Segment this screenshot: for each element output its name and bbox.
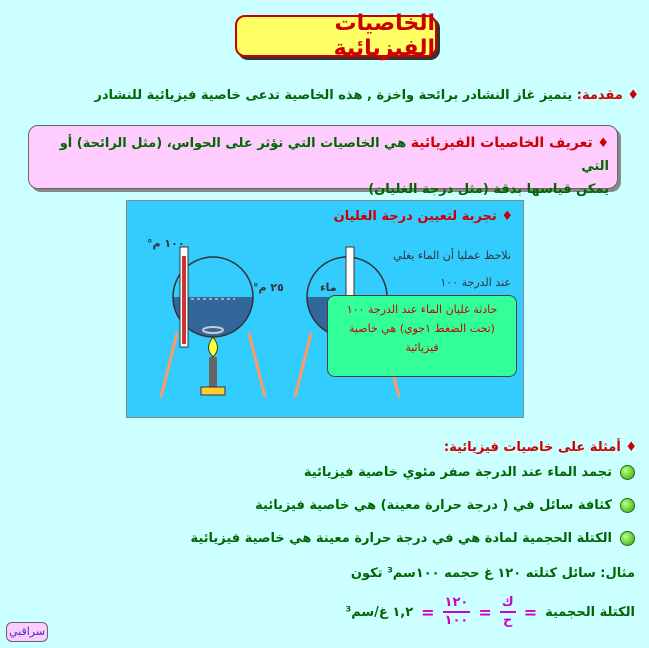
intro-label: مقدمة: xyxy=(576,88,623,103)
definition-text-2: يمكن قياسها بدقة (مثل درجة الغليان) xyxy=(368,182,609,197)
example-line: مثال: سائل كتلته ١٢٠ غ حجمه ١٠٠سم³ تكون xyxy=(350,566,635,581)
bullet-icon: ♦ xyxy=(501,209,513,224)
density-formula xyxy=(345,592,635,632)
intro-text: يتميز غاز النشادر برائحة واخزة , هذه الخاصية تدعى خاصية فيزيائية للنشادر xyxy=(94,88,573,103)
list-item: الكتلة الحجمية لمادة هي في درجة حرارة معينة هي خاصية فيزيائية xyxy=(190,531,635,546)
examples-title: ♦ أمثلة على خاصيات فيزيائية: xyxy=(443,440,637,455)
list-item: كثافة سائل في ( درجة حرارة معينة) هي خاصية فيزيائية xyxy=(255,498,635,513)
formula-label: الكتلة الحجمية xyxy=(545,604,635,620)
experiment-note-1: نلاحظ عمليا أن الماء يغلي xyxy=(393,249,511,262)
list-item: تجمد الماء عند الدرجة صفر مئوي خاصية فيزيائية xyxy=(304,465,635,480)
definition-box xyxy=(28,125,618,197)
bullet-icon: ♦ xyxy=(625,440,637,455)
temp-hot-label: ١٠٠ م° xyxy=(147,237,185,250)
equals-sign: = xyxy=(523,602,538,622)
bullet-dot-icon xyxy=(620,465,635,480)
equals-sign: = xyxy=(478,602,492,622)
bullet-icon: ♦ xyxy=(627,88,639,103)
water-label: ماء xyxy=(320,281,337,294)
definition-label: تعريف الخاصيات الفيزيائية xyxy=(410,135,593,151)
bullet-icon: ♦ xyxy=(597,136,609,151)
experiment-title: ♦ تجربة لتعيين درجة الغليان xyxy=(333,209,513,224)
definition-text-1: هي الخاصيات التي تؤثر على الحواس، (مثل الرائحة) أو التي xyxy=(59,136,609,174)
bullet-dot-icon xyxy=(620,498,635,513)
intro-line xyxy=(19,88,639,103)
formula-result: ١,٢ غ/سم³ xyxy=(345,604,414,620)
boiling-observation-box: حادثة غليان الماء عند الدرجة ١٠٠ (تحت الضغط ١جوي) هي خاصية فيزيائية xyxy=(327,295,517,377)
experiment-note-2: عند الدرجة ١٠٠ xyxy=(440,276,511,289)
heated-flask xyxy=(161,247,265,397)
page-title-box xyxy=(235,11,437,61)
bullet-dot-icon xyxy=(620,531,635,546)
back-button[interactable]: سراقبي xyxy=(6,622,48,642)
formula-fraction-values: $\frac{١٢٠}{١٠٠}$ xyxy=(444,595,469,628)
temp-cold-label: ٢٥ م° xyxy=(253,281,284,294)
formula-fraction-symbols: $\frac{\text{ك}}{\text{ح}}$ xyxy=(501,595,514,628)
page-title: الخاصيات الفيزيائية xyxy=(333,11,435,61)
experiment-panel xyxy=(126,200,524,418)
equals-sign: = xyxy=(421,602,435,622)
